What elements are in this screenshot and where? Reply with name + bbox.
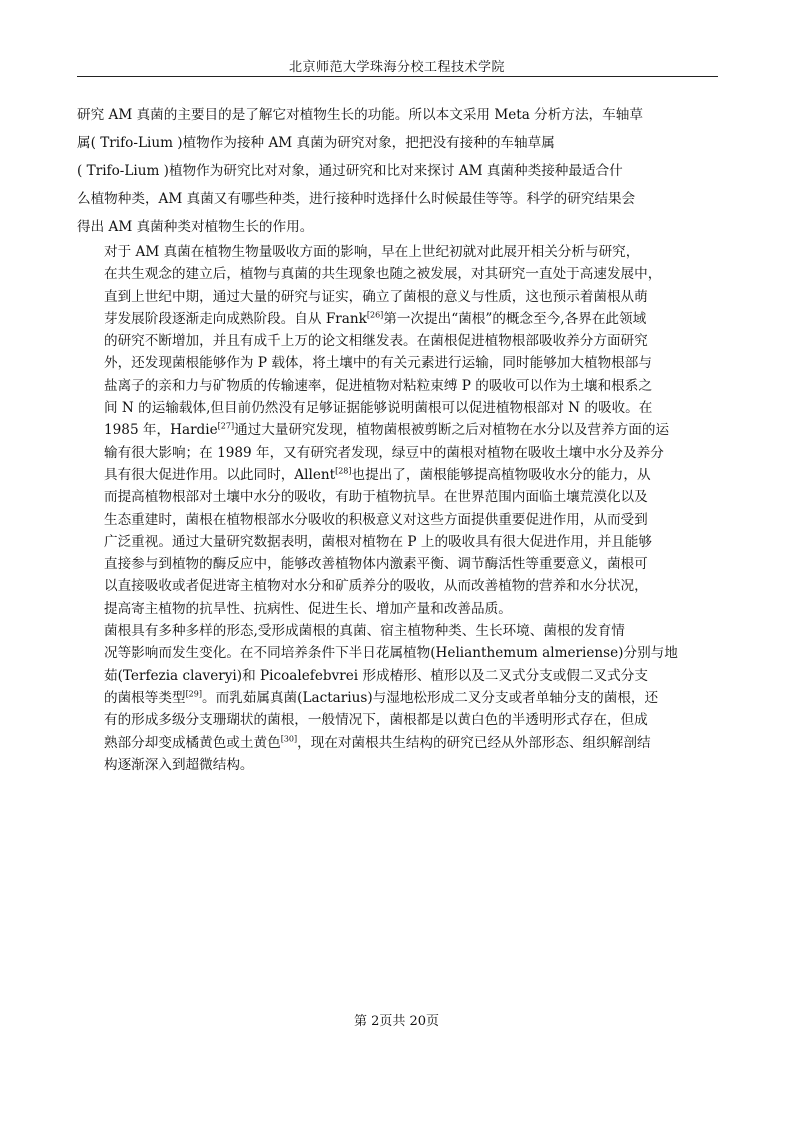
paragraph-line: 况等影响而发生变化。在不同培养条件下半日花属植物(Helianthemum almeriense)分别与地 [104,645,678,662]
intro-line: ( Trifo-Lium )植物作为研究比对对象，通过研究和比对来探讨 AM 真菌种类接种最适合什 [77,163,623,179]
intro-paragraph [77,101,717,241]
citation-ref: [26] [366,310,384,320]
paragraph-line: 输有很大影响；在 1989 年，又有研究者发现，绿豆中的菌根对植物在吸收土壤中水分及养分 [104,444,664,461]
text-run: 第一次提出“菌根”的概念至今,各界在此领域 [383,310,647,327]
text-run: 也提出了，菌根能够提高植物吸收水分的能力，从 [351,466,651,483]
text-run: ，现在对菌根共生结构的研究已经从外部形态、组织解剖结 [297,734,651,751]
paragraph-line: 而提高植物根部对土壤中水分的吸收，有助于植物抗旱。在世界范围内面临土壤荒漠化以及 [104,489,648,506]
paragraph-line: 生态重建时，菌根在植物根部水分吸收的积极意义对这些方面提供重要促进作用，从而受到 [104,511,648,528]
intro-line: 属( Trifo-Lium )植物作为接种 AM 真菌为研究对象，把把没有接种的车轴草属 [77,135,555,151]
page-footer [0,1010,793,1029]
text-run: 通过大量研究发现，植物菌根被剪断之后对植物在水分以及营养方面的运 [234,422,670,439]
intro-line: 得出 AM 真菌种类对植物生长的作用。 [77,219,314,235]
paragraph-line [77,308,717,330]
paragraph-mycorrhiza-morphology [77,620,717,776]
paragraph-line [77,687,717,709]
paragraph-line: 菌根具有多种多样的形态,受形成菌根的真菌、宿主植物种类、生长环境、菌根的发育情 [104,623,625,640]
paragraph-line: 盐离子的亲和力与矿物质的传输速率，促进植物对粘粒束缚 P 的吸收可以作为土壤和根系之 [104,377,652,394]
paragraph-line: 以直接吸收或者促进寄主植物对水分和矿质养分的吸收，从而改善植物的营养和水分状况， [104,578,648,595]
text-run: 1985 年，Hardie [104,422,218,439]
paragraph-line [77,464,717,486]
paragraph-line: 有的形成多级分支珊瑚状的菌根，一般情况下，菌根都是以黄白色的半透明形式存在，但成 [104,712,648,729]
paragraph-line: 对于 AM 真菌在植物生物量吸收方面的影响，早在上世纪初就对此展开相关分析与研究， [104,244,640,260]
intro-line: 研究 AM 真菌的主要目的是了解它对植物生长的功能。所以本文采用 Meta 分析方法，车轴草 [77,107,643,123]
paragraph-line [77,732,717,754]
text-run: 熟部分却变成橘黄色或土黄色 [104,734,281,751]
text-run: 芽发展阶段逐渐走向成熟阶段。自从 Frank [104,310,367,327]
paragraph-line: 直到上世纪中期，通过大量的研究与证实，确立了菌根的意义与性质，这也预示着菌根从萌 [104,288,648,305]
paragraph-mycorrhiza-absorption [77,241,717,620]
header-rule [77,76,718,77]
header-title: 北京师范大学珠海分校工程技术学院 [288,60,505,75]
text-run: 的菌根等类型 [104,689,186,706]
paragraph-line: 茹(Terfezia claveryi)和 Picoalefebvrei 形成椿形、植形以及二叉式分支或假二叉式分支 [104,667,648,684]
citation-ref: [28] [335,466,352,476]
text-run: 。而乳茹属真菌(Lactarius)与湿地松形成二叉分支或者单轴分支的菌根，还 [201,689,659,706]
paragraph-line: 的研究不断增加，并且有成千上万的论文相继发表。在菌根促进植物根部吸收养分方面研究 [104,333,648,350]
paragraph-line: 外，还发现菌根能够作为 P 载体，将土壤中的有关元素进行运输，同时能够加大植物根部与 [104,355,652,372]
body-text [77,101,717,776]
citation-ref: [30] [280,734,298,743]
paragraph-line: 在共生观念的建立后，植物与真菌的共生现象也随之被发展，对其研究一直处于高速发展中， [104,266,662,283]
paragraph-line: 直接参与到植物的酶反应中，能够改善植物体内激素平衡、调节酶活性等重要意义，菌根可 [104,556,648,573]
paragraph-line: 提高寄主植物的抗旱性、抗病性、促进生长、增加产量和改善品质。 [104,600,512,617]
citation-ref: [27] [217,421,235,431]
page-number: 第 2页共 20页 [353,1014,440,1029]
paragraph-line: 广泛重视。通过大量研究数据表明，菌根对植物在 P 上的吸收具有很大促进作用，并且能够 [104,533,652,550]
citation-ref: [29] [185,689,202,699]
paragraph-line: 间 N 的运输载体,但目前仍然没有足够证据能够说明菌根可以促进植物根部对 N 的吸收。在 [104,400,653,417]
intro-line: 么植物种类，AM 真菌又有哪些种类，进行接种时选择什么时候最佳等等。科学的研究结果会 [77,191,636,207]
paragraph-line [77,419,717,441]
running-header [77,56,717,76]
paragraph-line: 构逐渐深入到超微结构。 [104,756,254,773]
text-run: 具有很大促进作用。以此同时，Allent [104,466,336,483]
